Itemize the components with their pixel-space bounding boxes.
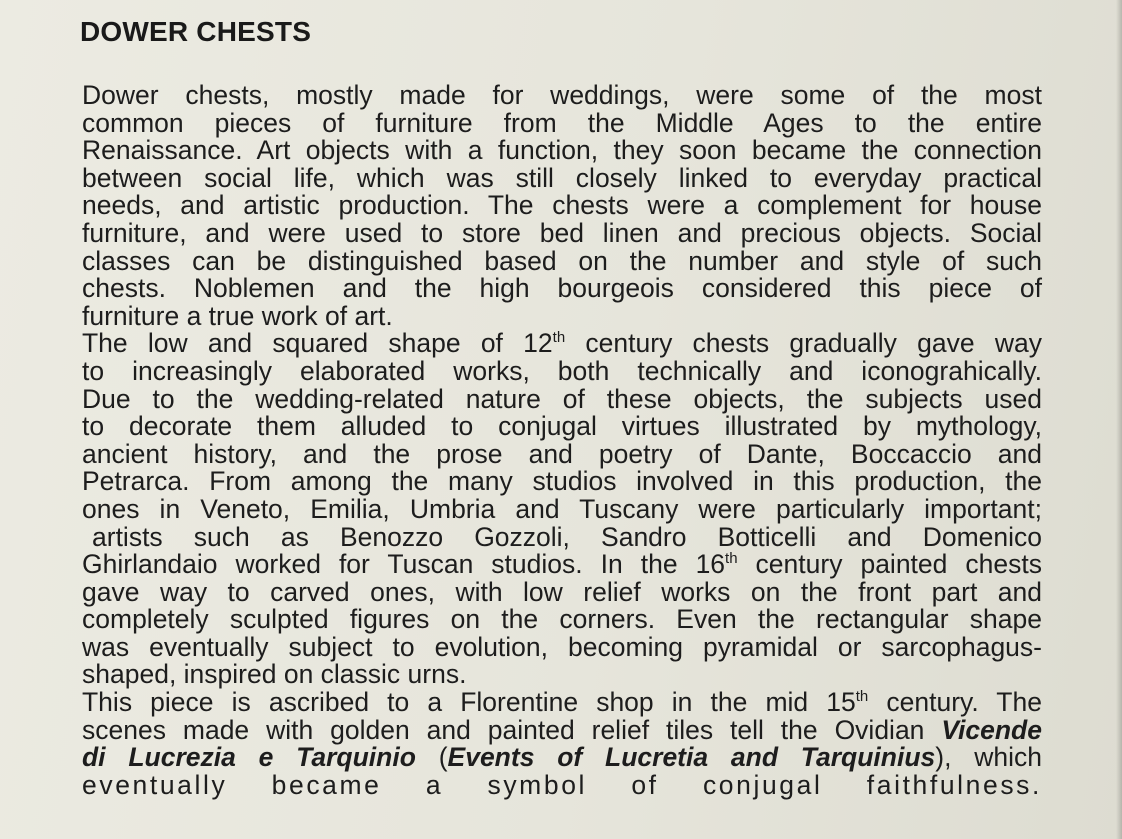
body-text (82, 82, 1042, 799)
text-line: gave way to carved ones, with low relief works on the front part and (82, 576, 1042, 607)
ordinal-suffix: th (552, 329, 566, 347)
text-line (82, 689, 1042, 717)
text-line: ones in Veneto, Emilia, Umbria and Tuscany were particularly important; (82, 493, 1042, 524)
text-line: Due to the wedding-related nature of these objects, the subjects used (82, 383, 1042, 414)
text-line: Petrarca. From among the many studios involved in this production, the (82, 466, 1042, 497)
text-line: furniture a true work of art. (82, 300, 393, 331)
text-line: needs, and artistic production. The chests were a complement for house (82, 190, 1042, 221)
text-line: completely sculpted figures on the corners. Even the rectangular shape (82, 604, 1042, 635)
text-line: ancient history, and the prose and poetry of Dante, Boccaccio and (82, 438, 1042, 469)
text-segment: ( (415, 742, 448, 773)
panel-edge-shadow (1116, 0, 1122, 839)
text-segment: ), which (935, 742, 1042, 773)
text-segment: The low and squared shape of 12 (82, 328, 553, 359)
text-segment: century. The (868, 687, 1042, 718)
text-line: furniture, and were used to store bed linen and precious objects. Social (82, 217, 1042, 248)
text-line: artists such as Benozzo Gozzoli, Sandro Botticelli and Domenico (92, 521, 1042, 552)
text-line (82, 714, 1042, 745)
text-line: was eventually subject to evolution, becoming pyramidal or sarcophagus- (82, 631, 1042, 662)
ordinal-suffix: th (855, 688, 869, 706)
text-line: eventually became a symbol of conjugal faithfulness. (82, 769, 1042, 800)
text-segment: scenes made with golden and painted relief tiles tell the Ovidian (82, 714, 942, 745)
text-line (82, 330, 1042, 358)
ordinal-suffix: th (725, 550, 738, 568)
text-line: classes can be distinguished based on the number and style of such (82, 245, 1042, 276)
text-line: to decorate them alluded to conjugal virtues illustrated by mythology, (82, 411, 1042, 442)
italic-title: di Lucrezia e Tarquinio (82, 742, 416, 773)
text-segment: century chests gradually gave way (565, 328, 1043, 359)
text-line: between social life, which was still closely linked to everyday practical (82, 162, 1042, 193)
text-line: Dower chests, mostly made for weddings, were some of the most (82, 80, 1042, 110)
text-line: Renaissance. Art objects with a function, they soon became the connection (82, 135, 1042, 166)
text-line: common pieces of furniture from the Middle Ages to the entire (82, 107, 1042, 138)
panel-title: DOWER CHESTS (80, 16, 312, 47)
text-segment: This piece is ascribed to a Florentine shop in the mid 15 (82, 687, 856, 718)
text-line: to increasingly elaborated works, both technically and iconograhically. (82, 355, 1042, 386)
italic-title: Vicende (941, 714, 1042, 745)
text-line (82, 551, 1042, 579)
text-line (82, 744, 1042, 772)
text-segment: Ghirlandaio worked for Tuscan studios. In the 16 (82, 549, 726, 580)
text-line: shaped, inspired on classic urns. (82, 659, 467, 690)
text-line: chests. Noblemen and the high bourgeois considered this piece of (82, 273, 1042, 304)
text-segment: century painted chests (737, 549, 1042, 580)
italic-title: Events of Lucretia and Tarquinius (447, 742, 936, 773)
